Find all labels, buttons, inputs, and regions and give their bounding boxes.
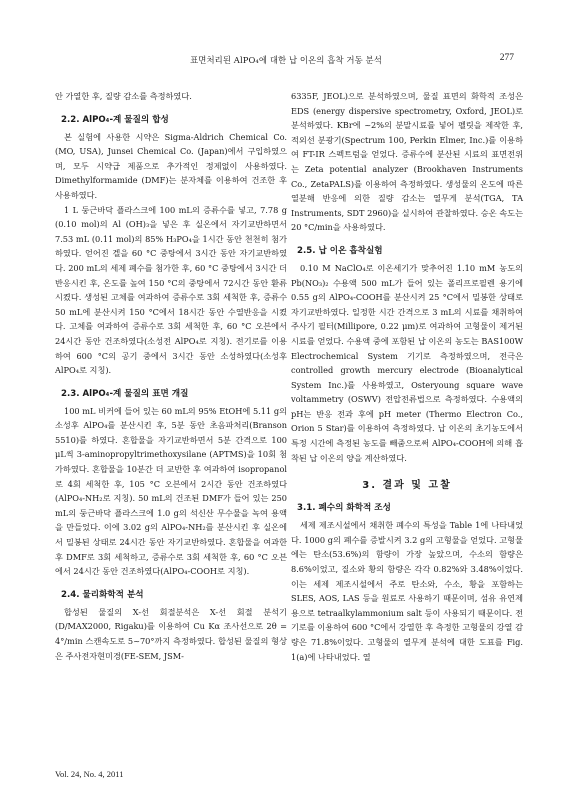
right-column (291, 89, 523, 664)
section-heading-3: 3. 결과 및 고찰 (362, 480, 452, 492)
section-heading-3-1: 3.1. 폐수의 화학적 조성 (297, 503, 391, 514)
page-header (0, 54, 572, 68)
section-heading-2-4: 2.4. 물리화학적 분석 (61, 589, 144, 600)
paragraph: 합성된 물질의 X-선 회절분석은 X-선 회절 분석기(D/MAX2000, Rigaku)를 이용하여 Cu Kα 조사선으로 2θ = 4°/min 스캔속도로 5~70°까지 측정하였다. 합성된 물질의 형상은 주사전자현미경(FE-SEM, JSM- (55, 606, 287, 661)
section-heading-2-3: 2.3. AlPO₄-계 물질의 표면 개질 (61, 388, 189, 399)
paragraph: 본 실험에 사용한 시약은 Sigma-Aldrich Chemical Co. (MO, USA), Junsei Chemical Co. (Japan)에서 구입하였으며, 모두 시약급 제품으로 추가적인 정제없이 사용하였다. Dimethylformamide (DMF)는 분자체를 이용하여 건조한 후 사용하였다. (55, 131, 287, 200)
journal-footer: Vol. 24, No. 4, 2011 (55, 769, 124, 779)
paragraph: 100 mL 비커에 들어 있는 60 mL의 95% EtOH에 5.11 g의 소성후 AlPO₄를 분산시킨 후, 5분 동안 초음파처리(Branson 5510)를 하였다. 혼합물을 자기교반하면서 5분 간격으로 100 μL씩 3-aminopropyltrimethoxysilane (APTMS)을 10회 첨가하였다. 혼합물을 10분간 더 교반한 후 여과하여 isopropanol로 4회 세척한 후, 105 °C 오븐에서 2시간 동안 건조하였다(AlPO₄-NH₂로 지칭). 50 mL의 건조된 DMF가 들어 있는 250 mL의 둥근바닥 플라스크에 1.0 g의 석신산 무수물을 녹여 용액을 만들었다. 이에 3.02 g의 AlPO₄-NH₂를 분산시킨 후 실온에서 밀봉된 상태로 24시간 동안 자기교반하였다. 혼합물을 여과한 후 DMF로 3회 세척하고, 증류수로 3회 세척한 후, 60 °C 오븐에서 24시간 동안 건조하였다(AlPO₄-COOH로 지칭). (55, 405, 287, 577)
paragraph: 0.10 M NaClO₄로 이온세기가 맞추어진 1.10 mM 농도의 Pb(NO₃)₂ 수용액 500 mL가 들어 있는 폴리프로필렌 용기에 0.55 g의 AlPO₄-COOH를 분산시켜 25 °C에서 밀봉한 상태로 자기교반하였다. 일정한 시간 간격으로 3 mL의 시료를 채취하여 주사기 필터(Millipore, 0.22 μm)로 여과하여 고형물이 제거된 시료를 얻었다. 수용액 중에 포함된 납 이온의 농도는 BAS100W Electrochemical System 기기로 측정하였으며, 전극은 controlled growth mercury electrode (Bioanalytical System Inc.)를 사용하였고, Osteryoung square wave voltammetry (OSWV) 전압전류법으로 측정하였다. 수용액의 pH는 반응 전과 후에 pH meter (Thermo Electron Co., Orion 5 Star)를 이용하여 측정하였다. 납 이온의 초기농도에서 특정 시간에 측정된 농도를 빼줌으로써 AlPO₄-COOH에 의해 흡착된 납 이온의 양을 계산하였다. (291, 262, 523, 463)
left-column (55, 89, 287, 663)
continued-paragraph: 6335F, JEOL)으로 분석하였으며, 물질 표면의 화학적 조성은 EDS (energy dispersive spectrometry, Oxford, JEOL)로 분석하였다. KBr에 ~2%의 분말시료를 넣어 펠릿을 제작한 후, 적외선 분광기(Spectrum 100, Perkin Elmer, Inc.)를 이용하여 FT-IR 스펙트럼을 얻었다. 증류수에 분산된 시료의 표면전위는 Zeta potential analyzer (Brookhaven Instruments Co., ZetaPALS)를 이용하여 측정하였다. 생성물의 온도에 따른 열분해 반응에 의한 질량 감소는 열무게 분석(TGA, TA Instruments, SDT 2960)을 실시하여 관찰하였다. 승온 속도는 20 °C/min을 사용하였다. (291, 91, 523, 233)
running-title: 표면처리된 AlPO₄에 대한 납 이온의 흡착 거동 분석 (190, 55, 382, 65)
continued-paragraph: 안 가열한 후, 질량 감소를 측정하였다. (55, 91, 192, 101)
page-number: 277 (499, 53, 514, 63)
section-heading-2-2: 2.2. AlPO₄-계 물질의 합성 (61, 114, 169, 125)
section-heading-2-5: 2.5. 납 이온 흡착실험 (297, 245, 383, 256)
paragraph: 1 L 둥근바닥 플라스크에 100 mL의 증류수를 넣고, 7.78 g (0.10 mol)의 Al (OH)₃을 넣은 후 실온에서 자기교반하면서 7.53 mL (0.11 mol)의 85% H₃PO₄을 1시간 동안 천천히 첨가하였다. 얻어진 겔을 60 °C 중탕에서 3시간 동안 자기교반하였다. 200 mL의 세제 폐수를 첨가한 후, 60 °C 중탕에서 3시간 더 반응시킨 후, 온도를 높여 150 °C의 중탕에서 72시간 동안 환류시켰다. 생성된 고체를 여과하여 증류수로 3회 세척한 후, 증류수 50 mL에 분산시켜 150 °C에서 18시간 동안 수열반응을 시켰다. 고체를 여과하여 증류수로 3회 세척한 후, 60 °C 오븐에서 24시간 동안 건조하였다(소성전 AlPO₄로 지칭). 전기로를 이용하여 600 °C의 공기 중에서 3시간 동안 소성하였다(소성후 AlPO₄로 지칭). (55, 204, 287, 376)
paragraph: 세제 제조시설에서 채취한 폐수의 특성을 Table 1에 나타내었다. 1000 g의 폐수를 증발시켜 3.2 g의 고형물을 얻었다. 고형물에는 탄소(53.6%)의 함량이 가장 높았으며, 수소의 함량은 8.6%이었고, 질소와 황의 함량은 각각 0.82%와 3.48%이었다. 이는 세제 제조시설에서 주로 탄소와, 수소, 황을 포함하는 SLES, AOS, LAS 등을 원료로 사용하기 때문이며, 섬유 유연제용으로 tetraalkylammonium salt 등이 사용되기 때문이다. 전기로를 이용하여 600 °C에서 강열한 후 측정한 고형물의 강열 감량은 71.8%이었다. 고형물의 열무게 분석에 대한 도표를 Fig. 1(a)에 나타내었다. 열 (291, 520, 523, 662)
